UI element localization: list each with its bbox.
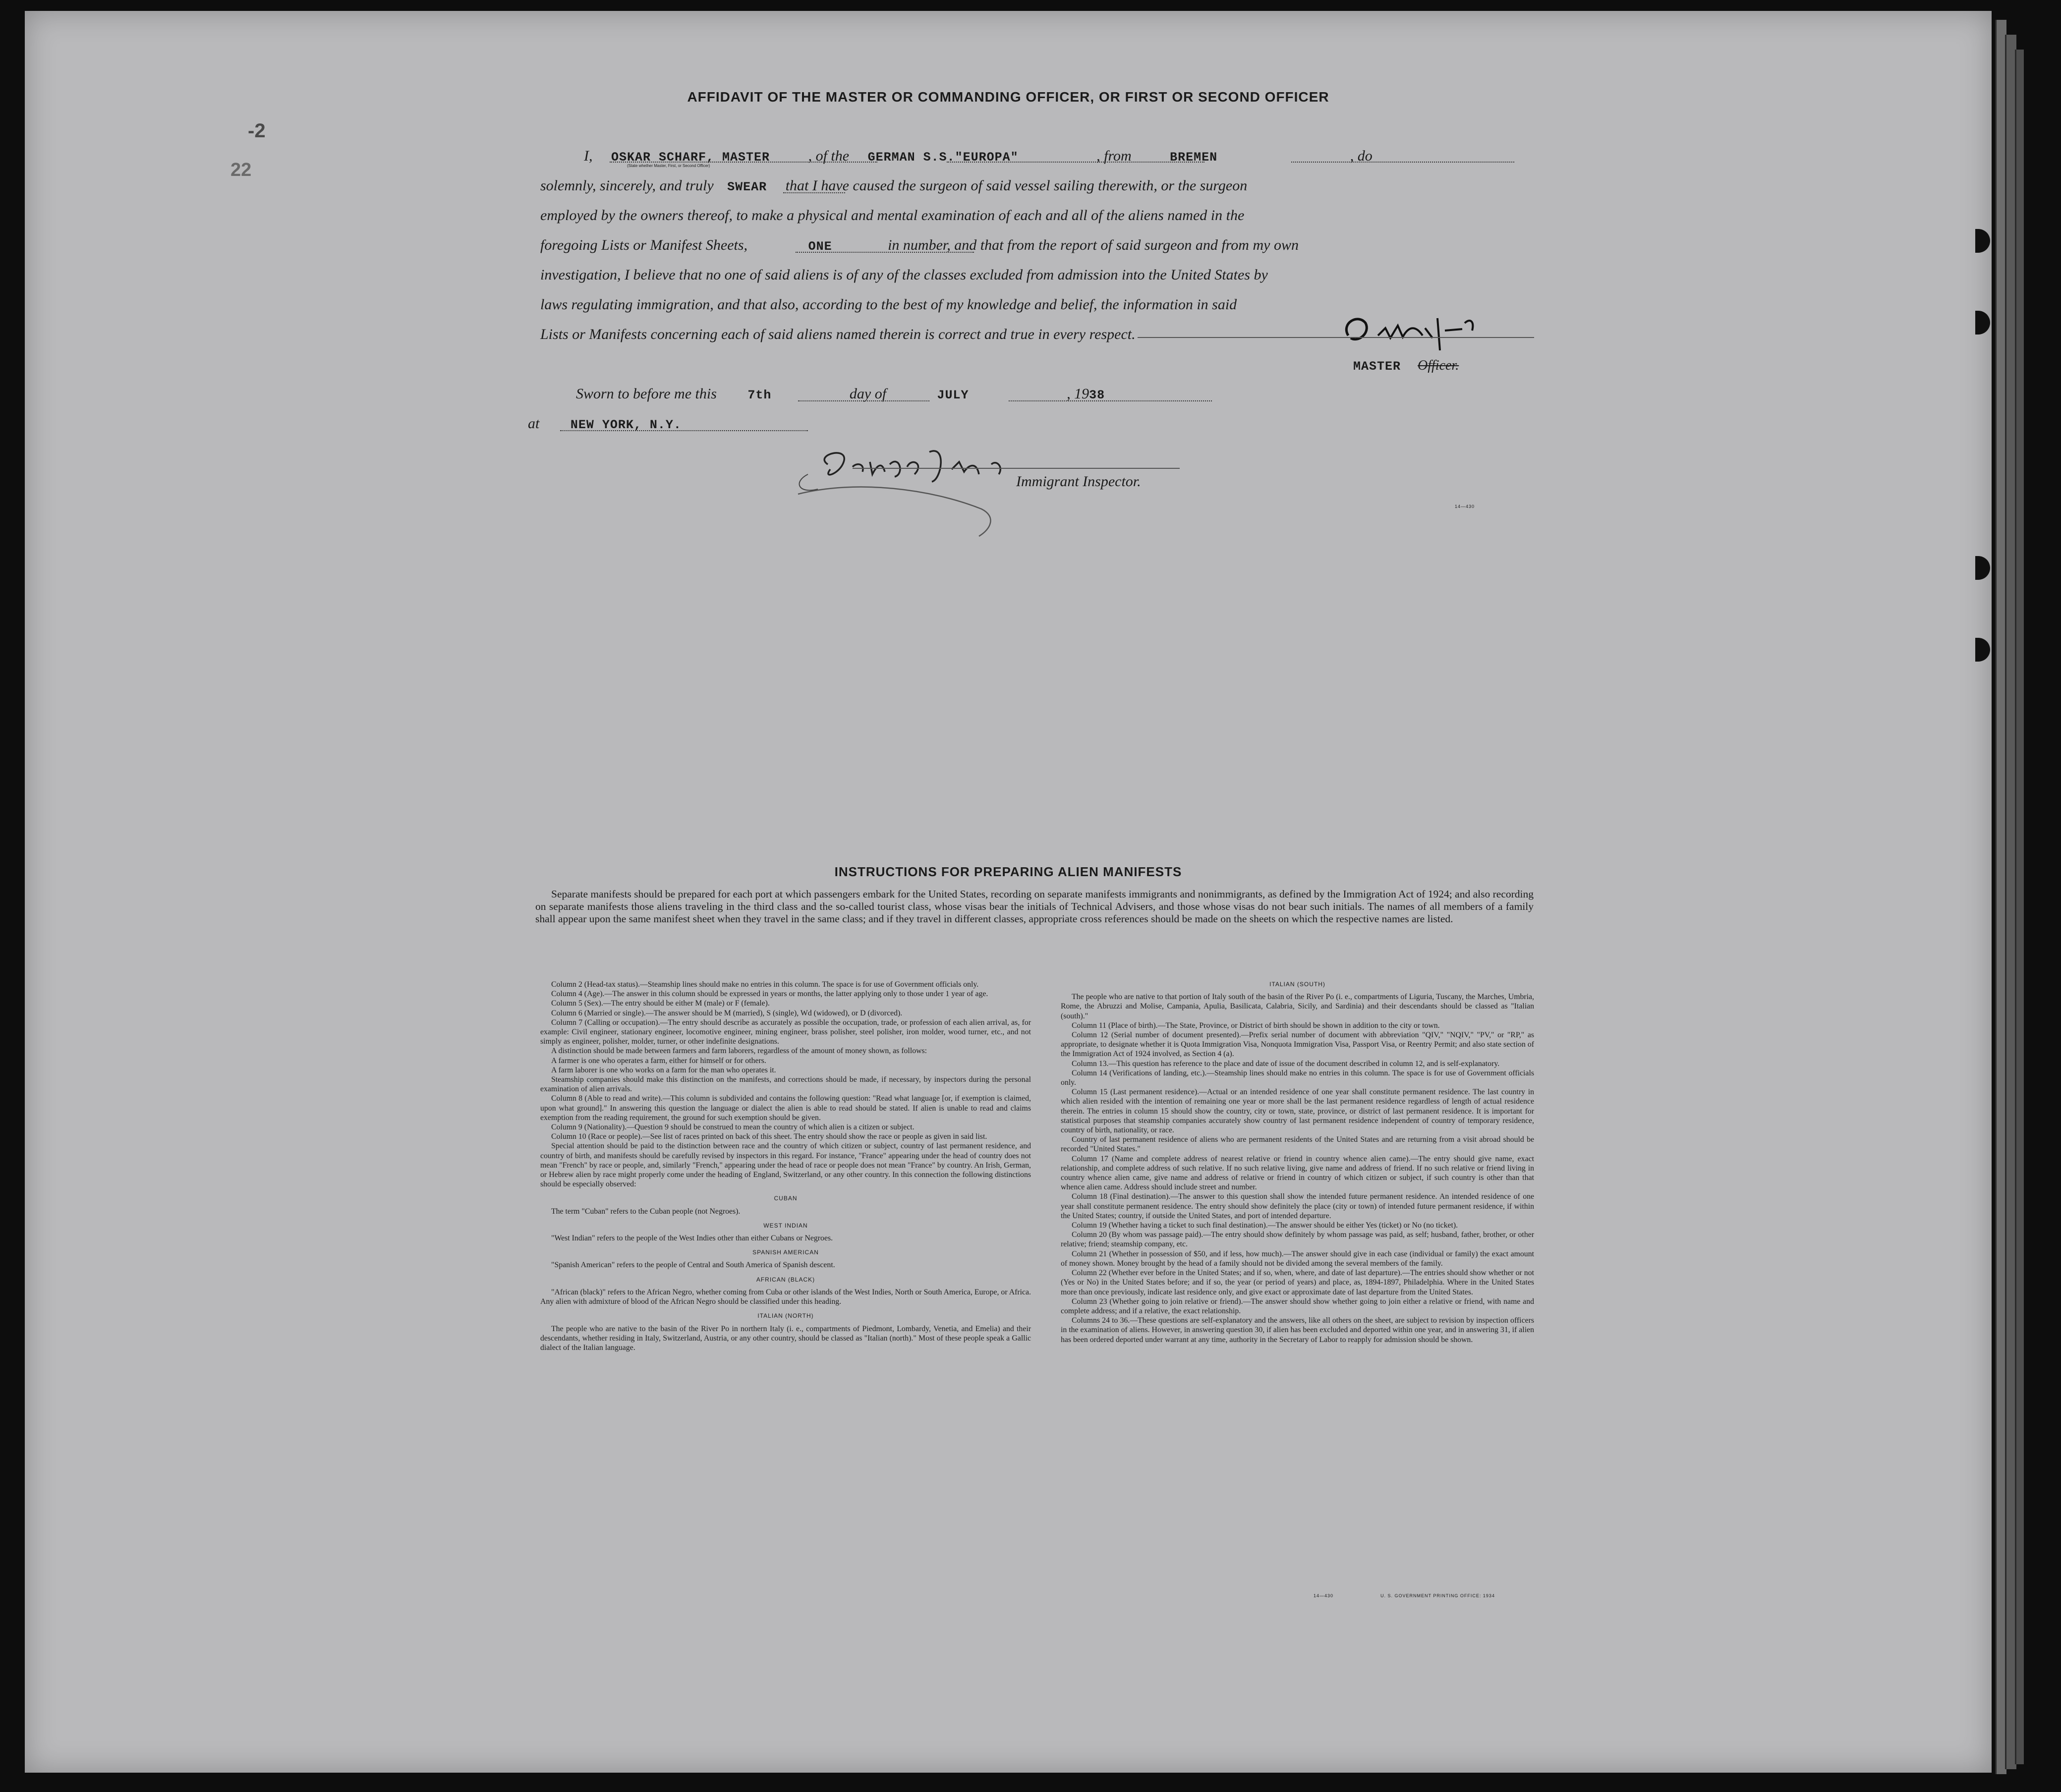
instruction-paragraph: Column 2 (Head-tax status).—Steamship lines should make no entries in this column. The space is for use of Government officials only. bbox=[551, 980, 979, 989]
sworn-month: JULY bbox=[937, 388, 969, 402]
solemnly-text: solemnly, sincerely, and truly bbox=[540, 177, 714, 194]
cuban-heading: CUBAN bbox=[774, 1195, 798, 1202]
instruction-paragraph: Special attention should be paid to the distinction between race and the country of which citizen or subject, country of last permanent residence, and country of birth, and manifests should be carefully revised by inspectors in this regard. For instance, "France" appearing under the head of country does not mean "French" by race or people, and, similarly "French," appearing under the head of race or people does not mean "France" by country. An Irish, German, or Hebrew alien by race might properly come under the heading of England, Switzerland, or any other country. In this connection the following distinctions should be especially observed: bbox=[540, 1142, 1031, 1189]
instructions-right-column bbox=[1061, 980, 1534, 1344]
west-indian-heading: WEST INDIAN bbox=[763, 1222, 808, 1229]
from-value: BREMEN bbox=[1170, 150, 1218, 165]
instruction-paragraph: Column 21 (Whether in possession of $50, and if less, how much).—The answer should give in each case (individual or family) the exact amount of money shown. Money brought by the head of a family should not be divided among the several members of the family. bbox=[1061, 1249, 1534, 1268]
instruction-paragraph: Column 10 (Race or people).—See list of races printed on back of this sheet. The entry should show the race or people as given in said list. bbox=[551, 1132, 987, 1141]
officer-title bbox=[1353, 358, 1459, 374]
sworn-label: Sworn to before me this bbox=[576, 386, 717, 402]
affidavit-intro: I, bbox=[584, 148, 593, 164]
instruction-paragraph: Column 20 (By whom was passage paid).—The entry should show definitely by whom passage was paid, as self; husband, father, brother, or other relative; friend; steamship company, etc. bbox=[1061, 1231, 1534, 1249]
footer-form-number: 14—430 bbox=[1314, 1593, 1334, 1598]
instruction-paragraph: The people who are native to that portion of Italy south of the basin of the River Po (i. e., compartments of Liguria, Tuscany, the Marches, Umbria, Rome, the Abruzzi and Molise, Campania, Apulia, Basilicata, Calabria, Sicily, and Sardinia) and their descendants should be classed as "Italian (south)." bbox=[1061, 993, 1534, 1020]
signature-scribble bbox=[1338, 308, 1502, 353]
instruction-paragraph: A farm laborer is one who works on a farm for the man who operates it. bbox=[551, 1065, 776, 1074]
day-of-label: day of bbox=[849, 386, 887, 402]
affidavit-text-3: foregoing Lists or Manifest Sheets, bbox=[540, 237, 748, 253]
from-line bbox=[1291, 162, 1514, 163]
spanish-american-heading: SPANISH AMERICAN bbox=[752, 1249, 819, 1256]
instructions-left-column bbox=[540, 980, 1031, 1352]
affidavit-line-2 bbox=[540, 172, 1542, 201]
page-stack-edge bbox=[2015, 50, 2024, 1764]
binder-hole bbox=[1975, 556, 1990, 580]
at-value: NEW YORK, N.Y. bbox=[570, 418, 682, 432]
west-indian-text: "West Indian" refers to the people of the West Indies other than either Cubans or Negroes. bbox=[551, 1234, 833, 1243]
signature-line bbox=[1138, 337, 1534, 338]
vessel-value: GERMAN S.S."EUROPA" bbox=[867, 150, 1019, 165]
instruction-paragraph: Column 22 (Whether ever before in the United States; and if so, when, where, and date of last departure).—The entries should show whether or not (Yes or No) in the United States before; and if so, the year (or period of years) and place, as, 1894-1897, Philadelphia. Where in the United States more than once previously, indicate last residence only, and give exact or approximate date of last departure from the United States. bbox=[1061, 1269, 1534, 1296]
sworn-line bbox=[576, 380, 1319, 409]
margin-mark: 22 bbox=[230, 160, 252, 180]
instruction-paragraph: Column 23 (Whether going to join relative or friend).—The answer should show whether going to join either a relative or friend, with name and complete address; and if a relative, the exact relationship. bbox=[1061, 1297, 1534, 1315]
instruction-paragraph: Column 14 (Verifications of landing, etc.).—Steamship lines should make no entries in this column. The space is for use of Government officials only. bbox=[1061, 1068, 1534, 1087]
instruction-paragraph: Column 13.—This question has reference to the place and date of issue of the document described in column 12, and is self-explanatory. bbox=[1072, 1059, 1500, 1068]
african-text: "African (black)" refers to the African Negro, whether coming from Cuba or other islands of the West Indies, North or South America, Europe, or Africa. Any alien with admixture of blood of the African Negro should be classified under this heading. bbox=[540, 1288, 1031, 1306]
instruction-paragraph: A farmer is one who operates a farm, either for himself or for others. bbox=[551, 1056, 766, 1065]
binder-hole bbox=[1975, 229, 1990, 253]
instruction-paragraph: Column 12 (Serial number of document presented).—Prefix serial number of document with abbreviation "QIV," "NQIV," "PV," or "RP," as appropriate, to designate whether it is Quota Immigration Visa, Nonquota Immigration Visa, Passport Visa, or Reentry Permit; and also state section of the Immigration Act of 1924 involved, as Section 4 (a). bbox=[1061, 1031, 1534, 1059]
year-suffix: 38 bbox=[1089, 388, 1105, 402]
instruction-paragraph: Column 17 (Name and complete address of nearest relative or friend in country whence alien came).—The entry should give name, exact relationship, and complete address of such relative. If no such relative living, give name and address of friend. If no such relative or friend living in country whence alien came, give name and address of relative or friend in country of which citizen or subject, if such country is other than that whence alien came. Address should include street and number. bbox=[1061, 1154, 1534, 1192]
instruction-paragraph: Column 9 (Nationality).—Question 9 should be construed to mean the country of which alien is a citizen or subject. bbox=[551, 1123, 915, 1132]
footer-printer: U. S. GOVERNMENT PRINTING OFFICE: 1934 bbox=[1380, 1593, 1495, 1598]
manifest-page bbox=[25, 11, 1992, 1773]
instruction-paragraph: Country of last permanent residence of aliens who are permanent residents of the United States and are returning from a visit abroad should be recorded "United States." bbox=[1061, 1135, 1534, 1154]
name-hint: (State whether Master, First, or Second Officer) bbox=[627, 164, 710, 168]
affidavit-text-4: in number, and that from the report of said surgeon and from my own bbox=[888, 237, 1299, 253]
vessel-line bbox=[947, 162, 1204, 163]
from-label: , from bbox=[1096, 148, 1132, 164]
instruction-paragraph: Column 7 (Calling or occupation).—The entry should describe as accurately as possible the occupation, trade, or profession of each alien arrival, as, for example: Civil engineer, stationary engineer, locomotive engineer, mining engineer, brass polisher, steel polisher, iron molder, wood turner, etc., and not simply as engineer, polisher, molder, turner, or other indefinite designations. bbox=[540, 1018, 1031, 1046]
italian-north-text: The people who are native to the basin of the River Po in northern Italy (i. e., compartments of Piedmont, Lombardy, Venetia, and Emelia) and their descendants, whether residing in Italy, Switzerland, Austria, or any other country, should be classed as "Italian (north)." Most of these people speak a Gallic dialect of the Italian language. bbox=[540, 1324, 1031, 1352]
officer-struck: Officer. bbox=[1418, 358, 1459, 373]
month-line bbox=[1009, 400, 1212, 401]
cuban-text: The term "Cuban" refers to the Cuban people (not Negroes). bbox=[551, 1207, 741, 1216]
instruction-paragraph: A distinction should be made between farmers and farm laborers, regardless of the amount of money shown, as follows: bbox=[551, 1047, 927, 1056]
instruction-paragraph: Columns 24 to 36.—These questions are self-explanatory and the answers, like all others on the sheet, are subject to revision by inspection officers in the examination of aliens. However, in answering question 30, if alien has been excluded and deported within one year, and in answering 31, if alien has been ordered deported under warrant at any time, authority in the Secretary of Labor to reapply for admission should be shown. bbox=[1061, 1316, 1534, 1344]
at-label: at bbox=[528, 415, 540, 432]
affidavit-line-5: investigation, I believe that no one of said aliens is of any of the classes excluded from admission into the United States by bbox=[540, 267, 1268, 283]
affidavit-line-7: Lists or Manifests concerning each of said aliens named therein is correct and true in every respect. bbox=[540, 326, 1136, 342]
do-label: , do bbox=[1350, 148, 1373, 164]
instruction-paragraph: Column 4 (Age).—The answer in this column should be expressed in years or months, the latter applying only to those under 1 year of age. bbox=[551, 990, 988, 999]
margin-mark: -2 bbox=[248, 120, 266, 142]
affidavit-line-6: laws regulating immigration, and that also, according to the best of my knowledge and belief, the information in said bbox=[540, 296, 1237, 313]
affidavit-title: AFFIDAVIT OF THE MASTER OR COMMANDING OFFICER, OR FIRST OR SECOND OFFICER bbox=[687, 89, 1329, 105]
count-line bbox=[796, 252, 974, 253]
swear-value: SWEAR bbox=[727, 180, 767, 194]
instructions-title: INSTRUCTIONS FOR PREPARING ALIEN MANIFESTS bbox=[834, 864, 1182, 879]
instruction-paragraph: Steamship companies should make this distinction on the manifests, and corrections should be made, if necessary, by inspectors during the personal examination of alien arrivals. bbox=[540, 1075, 1031, 1094]
day-line bbox=[798, 400, 929, 401]
of-the-label: , of the bbox=[808, 148, 850, 164]
count-value: ONE bbox=[808, 239, 832, 254]
name-line bbox=[610, 162, 877, 163]
instruction-paragraph: Column 8 (Able to read and write).—This column is subdivided and contains the following question: "Read what language [or, if exemption is claimed, upon what ground]." In answering this question the language or dialect the alien is able to read should be stated. If alien is unable to read and claims exemption from the reading requirement, the ground for such exemption should be given. bbox=[540, 1094, 1031, 1122]
master-name-value: OSKAR SCHARF, MASTER bbox=[611, 150, 770, 165]
italian-south-heading: ITALIAN (SOUTH) bbox=[1269, 981, 1325, 988]
at-line-rule bbox=[560, 430, 808, 431]
spanish-american-text: "Spanish American" refers to the people of Central and South America of Spanish descent. bbox=[551, 1261, 835, 1270]
year-prefix: , 19 bbox=[1067, 386, 1089, 402]
affidavit-line-4 bbox=[540, 231, 1542, 261]
italian-north-heading: ITALIAN (NORTH) bbox=[757, 1312, 814, 1320]
signature-text bbox=[1338, 308, 1340, 309]
master-label: MASTER bbox=[1353, 359, 1401, 374]
instruction-paragraph: Column 6 (Married or single).—The answer should be M (married), S (single), Wd (widowed), or D (divorced). bbox=[551, 1008, 903, 1017]
master-signature bbox=[1338, 308, 1502, 355]
inspector-label: Immigrant Inspector. bbox=[1016, 473, 1141, 490]
instructions-intro: Separate manifests should be prepared for each port at which passengers embark for the United States, recording on separate manifests immigrants and nonimmigrants, as defined by the Immigration Act of 1924; and also recording on separate manifests those aliens traveling in the third class and the so-called tourist class, whose visas bear the initials of Technical Advisers, and those whose visas do not bear such initials. The names of all members of a family shall appear upon the same manifest sheet when they travel in the same class; and if they travel in different classes, appropriate cross references should be made on the sheets on which the respective names are listed. bbox=[535, 888, 1534, 925]
instruction-paragraph: Column 11 (Place of birth).—The State, Province, or District of birth should be shown in addition to the city or town. bbox=[1072, 1021, 1440, 1030]
african-heading: AFRICAN (BLACK) bbox=[756, 1276, 815, 1283]
instruction-paragraph: Column 15 (Last permanent residence).—Actual or an intended residence of one year shall constitute permanent residence. The last country in which alien resided with the intention of remaining one year or more shall be the last permanent residence regardless of length of actual residence therein. The entries in column 15 should show the country, city or town, state, province, or district of last permanent residence. It is important for statistical purposes that steamship companies accurately show country of last permanent residence independent of country of temporary residence, country of birth, nationality, or race. bbox=[1061, 1088, 1534, 1135]
binder-hole bbox=[1975, 638, 1990, 662]
binder-hole bbox=[1975, 311, 1990, 335]
swear-line bbox=[783, 192, 845, 193]
affidavit-line-3: employed by the owners thereof, to make a physical and mental examination of each and all of the aliens named in the bbox=[540, 207, 1245, 224]
sworn-day: 7th bbox=[747, 388, 772, 402]
instruction-paragraph: Column 19 (Whether having a ticket to such final destination).—The answer should be either Yes (ticket) or No (no ticket). bbox=[1072, 1221, 1458, 1230]
affidavit-text-1: that I have caused the surgeon of said vessel sailing therewith, or the surgeon bbox=[785, 177, 1248, 194]
instruction-paragraph: Column 5 (Sex).—The entry should be either M (male) or F (female). bbox=[551, 999, 770, 1008]
form-number: 14—430 bbox=[1455, 504, 1475, 509]
instruction-paragraph: Column 18 (Final destination).—The answer to this question shall show the intended future permanent residence. An intended residence of one year shall constitute permanent residence. The entry should show definitely the place (city or town) of intended future permanent residence, if within the United States; country, if outside the United States, and port of intended departure. bbox=[1061, 1192, 1534, 1220]
